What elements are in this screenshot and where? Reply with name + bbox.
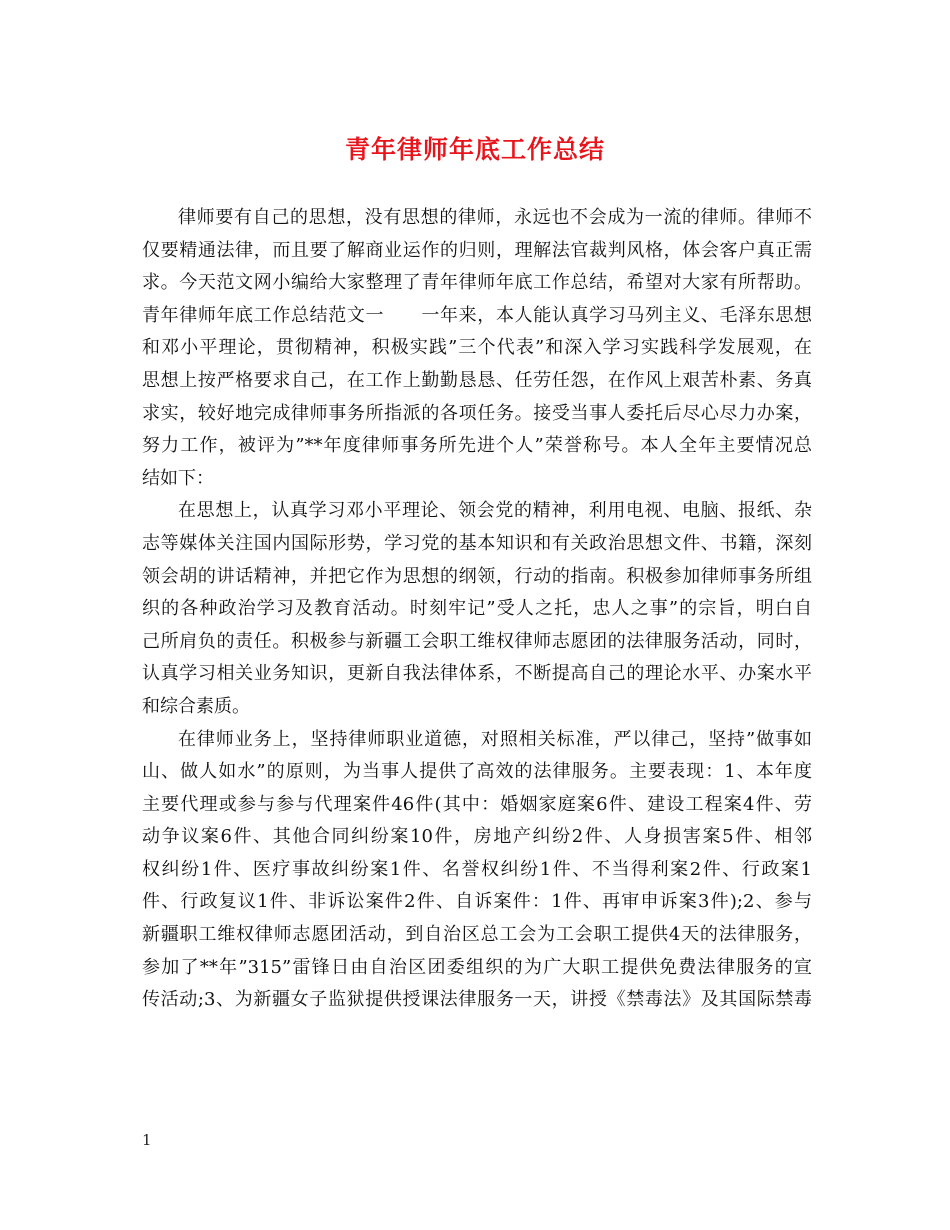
text-line: 织的各种政治学习及教育活动。时刻牢记”受人之托，忠人之事”的宗旨，明白自: [142, 598, 812, 620]
text-line: 青年律师年底工作总结范文一 一年来，本人能认真学习马列主义、毛泽东思想: [142, 304, 812, 326]
text-line: 在律师业务上，坚持律师职业道德，对照相关标准，严以律己，坚持”做事如: [178, 728, 812, 750]
text-line: 参加了**年”315”雷锋日由自治区团委组织的为广大职工提供免费法律服务的宣: [142, 956, 812, 978]
text-line: 认真学习相关业务知识，更新自我法律体系，不断提高自己的理论水平、办案水平: [142, 663, 812, 685]
text-line: 件、行政复议1件、非诉讼案件2件、自诉案件：1件、再审申诉案3件);2、参与: [142, 891, 812, 913]
text-line: 新疆职工维权律师志愿团活动，到自治区总工会为工会职工提供4天的法律服务，: [142, 924, 812, 946]
text-line: 努力工作，被评为”**年度律师事务所先进个人”荣誉称号。本人全年主要情况总: [142, 435, 812, 457]
text-line: 求。今天范文网小编给大家整理了青年律师年底工作总结，希望对大家有所帮助。: [142, 272, 812, 294]
text-line: 权纠纷1件、医疗事故纠纷案1件、名誉权纠纷1件、不当得利案2件、行政案1: [142, 858, 812, 880]
text-line: 律师要有自己的思想，没有思想的律师，永远也不会成为一流的律师。律师不: [178, 207, 812, 228]
text-line: 传活动;3、为新疆女子监狱提供授课法律服务一天，讲授《禁毒法》及其国际禁毒: [142, 989, 812, 1011]
text-line: 在思想上，认真学习邓小平理论、领会党的精神，利用电视、电脑、报纸、杂: [178, 500, 812, 522]
text-line: 主要代理或参与参与代理案件46件(其中：婚姻家庭案6件、建设工程案4件、劳: [142, 793, 812, 815]
text-line: 志等媒体关注国内国际形势，学习党的基本知识和有关政治思想文件、书籍，深刻: [142, 532, 812, 554]
page-number: 1: [142, 1131, 152, 1149]
document-title: 青年律师年底工作总结: [344, 135, 605, 164]
text-line: 山、做人如水”的原则，为当事人提供了高效的法律服务。主要表现：1、本年度: [142, 761, 812, 783]
text-line: 动争议案6件、其他合同纠纷案10件，房地产纠纷2件、人身损害案5件、相邻: [142, 826, 812, 848]
document-body: [142, 202, 812, 1017]
text-line: 仅要精通法律，而且要了解商业运作的归则，理解法官裁判风格，体会客户真正需: [142, 239, 812, 261]
text-line: 思想上按严格要求自己，在工作上勤勤恳恳、任劳任怨，在作风上艰苦朴素、务真: [142, 369, 812, 391]
text-line: 和邓小平理论，贯彻精神，积极实践”三个代表”和深入学习实践科学发展观，在: [142, 337, 812, 359]
text-line: 结如下：: [142, 467, 214, 489]
text-line: 领会胡的讲话精神，并把它作为思想的纲领，行动的指南。积极参加律师事务所组: [142, 565, 812, 587]
text-line: 求实，较好地完成律师事务所指派的各项任务。接受当事人委托后尽心尽力办案，: [142, 402, 812, 424]
text-line: 和综合素质。: [142, 695, 250, 717]
text-line: 己所肩负的责任。积极参与新疆工会职工维权律师志愿团的法律服务活动，同时，: [142, 630, 812, 652]
